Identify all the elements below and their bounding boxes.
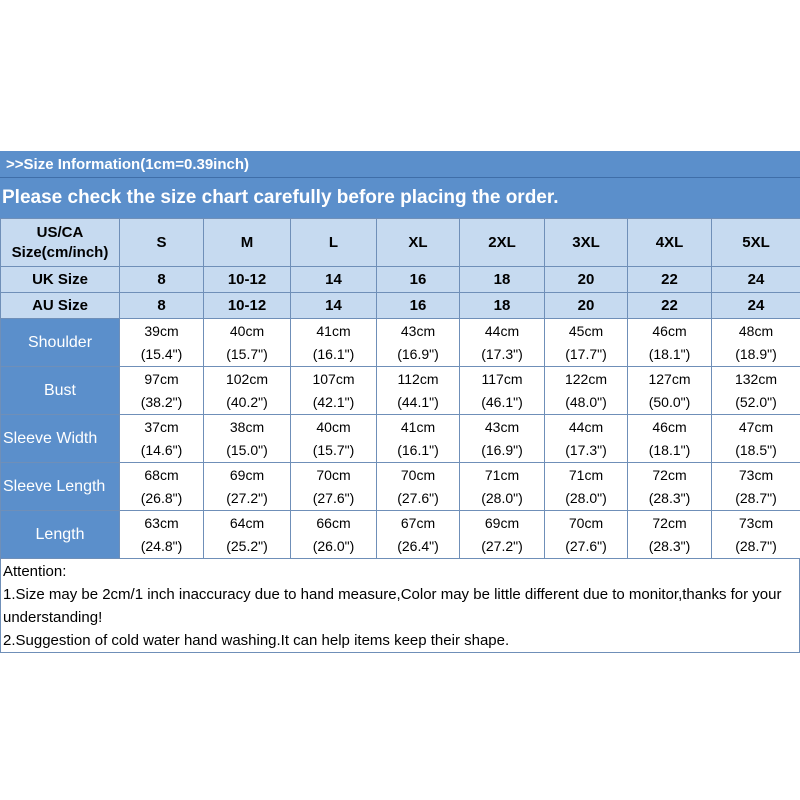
inch-value: (16.9") — [397, 346, 439, 362]
measurement-cell — [545, 415, 628, 463]
inch-value: (15.0") — [226, 442, 268, 458]
measurement-row — [1, 319, 800, 367]
measurement-row — [1, 511, 800, 559]
measurement-cell — [204, 415, 291, 463]
measurement-cell — [460, 415, 545, 463]
size-cell: 2XL — [460, 219, 545, 267]
cm-value: 39cm — [144, 323, 179, 339]
cm-value: 72cm — [652, 467, 687, 483]
inch-value: (52.0") — [735, 394, 777, 410]
size-cell: 24 — [712, 293, 800, 319]
cm-value: 112cm — [397, 371, 439, 387]
size-cell: 20 — [545, 293, 628, 319]
measurement-cell — [120, 463, 204, 511]
measurement-cell — [377, 367, 460, 415]
cm-value: 40cm — [316, 419, 351, 435]
size-cell: 3XL — [545, 219, 628, 267]
measurement-cell — [628, 319, 712, 367]
cm-value: 41cm — [316, 323, 351, 339]
size-row-label: US/CA Size(cm/inch) — [1, 219, 120, 267]
cm-value: 69cm — [229, 467, 265, 483]
inch-value: (16.1") — [397, 442, 439, 458]
measurement-cell — [712, 511, 800, 559]
inch-value: (18.1") — [648, 346, 691, 362]
measurement-cell — [377, 415, 460, 463]
measurement-cell — [204, 463, 291, 511]
size-chart-sheet — [0, 151, 800, 653]
size-cell: 16 — [377, 267, 460, 293]
measurement-cell — [291, 367, 377, 415]
inch-value: (40.2") — [226, 394, 268, 410]
cm-value: 107cm — [312, 371, 355, 387]
cm-value: 37cm — [144, 419, 179, 435]
inch-value: (27.6") — [312, 490, 355, 506]
size-cell: 14 — [291, 293, 377, 319]
size-row — [1, 219, 800, 267]
measurement-cell — [204, 367, 291, 415]
measurement-cell — [545, 367, 628, 415]
inch-value: (48.0") — [565, 394, 607, 410]
measurement-cell — [291, 415, 377, 463]
inch-value: (17.3") — [565, 442, 607, 458]
measurement-cell — [712, 367, 800, 415]
measurement-cell — [712, 319, 800, 367]
inch-value: (26.4") — [397, 538, 439, 554]
size-row-label: AU Size — [1, 293, 120, 319]
size-cell: 8 — [120, 293, 204, 319]
measurement-cell — [377, 511, 460, 559]
size-cell: L — [291, 219, 377, 267]
size-cell: 24 — [712, 267, 800, 293]
order-instruction: Please check the size chart carefully before placing the order. — [0, 178, 800, 218]
note-size-accuracy: 1.Size may be 2cm/1 inch inaccuracy due to hand measure,Color may be little different due to monitor,thanks for your understanding! — [3, 586, 782, 626]
measurement-cell — [291, 463, 377, 511]
inch-value: (28.7") — [735, 538, 777, 554]
size-row-label: UK Size — [1, 267, 120, 293]
cm-value: 71cm — [484, 467, 520, 483]
cm-value: 73cm — [738, 467, 774, 483]
size-row — [1, 293, 800, 319]
inch-value: (27.2") — [481, 538, 523, 554]
cm-value: 43cm — [400, 323, 436, 339]
size-cell: 4XL — [628, 219, 712, 267]
attention-notes — [0, 559, 800, 653]
measurement-row — [1, 367, 800, 415]
inch-value: (18.1") — [648, 442, 691, 458]
measurement-row — [1, 463, 800, 511]
cm-value: 102cm — [225, 371, 269, 387]
cm-value: 117cm — [481, 371, 523, 387]
cm-value: 70cm — [400, 467, 436, 483]
inch-value: (28.0") — [565, 490, 607, 506]
cm-value: 68cm — [144, 467, 179, 483]
measurement-cell — [204, 319, 291, 367]
cm-value: 97cm — [144, 371, 179, 387]
measurement-cell — [545, 319, 628, 367]
measurement-cell — [628, 463, 712, 511]
inch-value: (15.7") — [312, 442, 355, 458]
size-cell: 10-12 — [204, 293, 291, 319]
cm-value: 66cm — [316, 515, 351, 531]
measurement-rows — [1, 319, 800, 559]
measurement-cell — [628, 367, 712, 415]
inch-value: (28.0") — [481, 490, 523, 506]
size-cell: 20 — [545, 267, 628, 293]
inch-value: (18.9") — [735, 346, 777, 362]
measurement-cell — [712, 415, 800, 463]
measurement-cell — [545, 511, 628, 559]
inch-value: (27.6") — [397, 490, 439, 506]
cm-value: 127cm — [648, 371, 691, 387]
measurement-cell — [377, 319, 460, 367]
measurement-label: Bust — [1, 367, 120, 415]
inch-value: (24.8") — [140, 538, 183, 554]
inch-value: (44.1") — [397, 394, 439, 410]
measurement-cell — [712, 463, 800, 511]
inch-value: (42.1") — [312, 394, 355, 410]
inch-value: (16.9") — [481, 442, 523, 458]
size-cell: 22 — [628, 267, 712, 293]
cm-value: 63cm — [144, 515, 179, 531]
cm-value: 70cm — [316, 467, 351, 483]
cm-value: 69cm — [484, 515, 520, 531]
measurement-cell — [291, 319, 377, 367]
measurement-cell — [628, 511, 712, 559]
size-cell: 22 — [628, 293, 712, 319]
inch-value: (27.2") — [226, 490, 268, 506]
cm-value: 47cm — [738, 419, 774, 435]
measurement-cell — [628, 415, 712, 463]
measurement-cell — [460, 367, 545, 415]
size-cell: 8 — [120, 267, 204, 293]
size-cell: 14 — [291, 267, 377, 293]
measurement-cell — [120, 367, 204, 415]
size-cell: XL — [377, 219, 460, 267]
measurement-label: Sleeve Length — [1, 463, 120, 511]
cm-value: 40cm — [229, 323, 265, 339]
inch-value: (16.1") — [312, 346, 355, 362]
measurement-cell — [120, 319, 204, 367]
cm-value: 70cm — [568, 515, 604, 531]
size-cell: 5XL — [712, 219, 800, 267]
inch-value: (27.6") — [565, 538, 607, 554]
inch-value: (28.7") — [735, 490, 777, 506]
size-cell: 16 — [377, 293, 460, 319]
cm-value: 46cm — [652, 419, 687, 435]
measurement-label: Sleeve Width — [1, 415, 120, 463]
measurement-label: Shoulder — [1, 319, 120, 367]
cm-value: 45cm — [568, 323, 604, 339]
inch-value: (18.5") — [735, 442, 777, 458]
cm-value: 41cm — [400, 419, 436, 435]
inch-value: (38.2") — [140, 394, 183, 410]
measurement-cell — [120, 415, 204, 463]
measurement-row — [1, 415, 800, 463]
size-cell: M — [204, 219, 291, 267]
size-rows — [1, 219, 800, 319]
inch-value: (28.3") — [648, 490, 691, 506]
measurement-cell — [204, 511, 291, 559]
measurement-label: Length — [1, 511, 120, 559]
inch-value: (46.1") — [481, 394, 523, 410]
measurement-cell — [460, 319, 545, 367]
measurement-cell — [460, 463, 545, 511]
inch-value: (15.7") — [226, 346, 268, 362]
cm-value: 73cm — [738, 515, 774, 531]
cm-value: 43cm — [484, 419, 520, 435]
size-table — [0, 218, 800, 559]
inch-value: (26.0") — [312, 538, 355, 554]
size-cell: S — [120, 219, 204, 267]
inch-value: (17.3") — [481, 346, 523, 362]
size-cell: 10-12 — [204, 267, 291, 293]
attention-title: Attention: — [3, 563, 67, 580]
size-row — [1, 267, 800, 293]
measurement-cell — [291, 511, 377, 559]
cm-value: 67cm — [400, 515, 436, 531]
measurement-cell — [377, 463, 460, 511]
cm-value: 71cm — [568, 467, 604, 483]
cm-value: 44cm — [568, 419, 604, 435]
cm-value: 72cm — [652, 515, 687, 531]
inch-value: (25.2") — [226, 538, 268, 554]
measurement-cell — [460, 511, 545, 559]
inch-value: (28.3") — [648, 538, 691, 554]
cm-value: 122cm — [564, 371, 608, 387]
inch-value: (14.6") — [140, 442, 183, 458]
measurement-cell — [545, 463, 628, 511]
inch-value: (15.4") — [140, 346, 183, 362]
cm-value: 64cm — [229, 515, 265, 531]
cm-value: 46cm — [652, 323, 687, 339]
size-info-header: >>Size Information(1cm=0.39inch) — [0, 151, 800, 178]
cm-value: 48cm — [738, 323, 774, 339]
cm-value: 38cm — [229, 419, 265, 435]
inch-value: (26.8") — [140, 490, 183, 506]
cm-value: 44cm — [484, 323, 520, 339]
size-cell: 18 — [460, 267, 545, 293]
size-cell: 18 — [460, 293, 545, 319]
measurement-cell — [120, 511, 204, 559]
note-washing: 2.Suggestion of cold water hand washing.It can help items keep their shape. — [3, 632, 510, 649]
cm-value: 132cm — [734, 371, 778, 387]
inch-value: (50.0") — [648, 394, 691, 410]
inch-value: (17.7") — [565, 346, 607, 362]
